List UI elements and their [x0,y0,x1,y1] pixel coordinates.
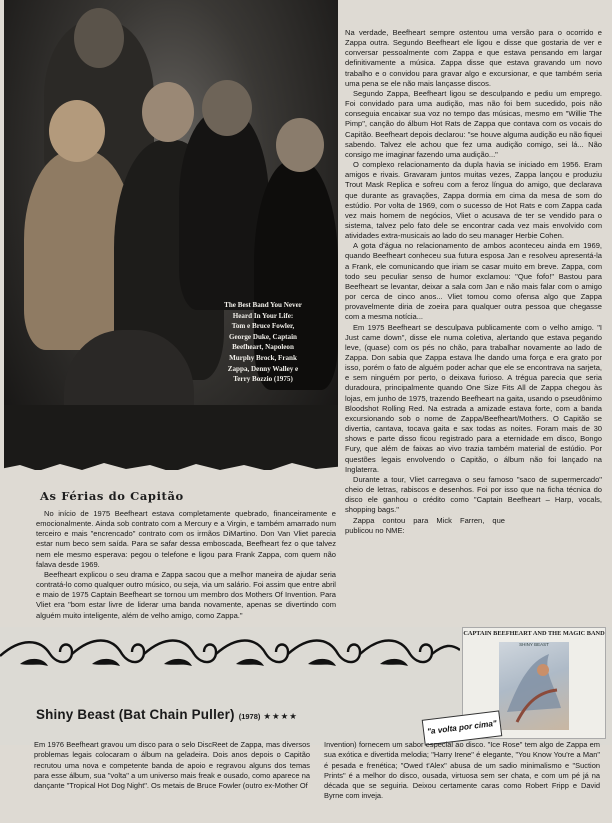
review-column-left [34,740,310,791]
paragraph: No início de 1975 Beefheart estava completamente quebrado, financeiramente e emocionalmente. Ainda sob contrato com a Mercury e a Virgin, e também amarrado num terceiro e mais "encrencado" contrato com os irmãos DiMartino. Don Van Vliet parecia estar num beco sem saída. Para se safar dessa emboscada, Beefheart fez o que talvez nem ele mesmo esperava: pegou o telefone e ligou para Frank Zappa, com quem não falava desde 1969. [36,509,336,569]
album-artwork [499,642,569,730]
caption-line: Murphy Brock, Frank [229,353,297,362]
caption-line: George Duke, Captain [229,332,297,341]
paragraph: Invention) fornecem um sabor especial ao disco. "Ice Rose" tem algo de Zappa em sua exótica e divertida melodia; "Harry Irene" é elegante, "You Know You're a Man" é pesada e frenética; "Owed t'Alex" abusa de um sadio minimalismo e "Suction Prints" é a melhor do disco, ousada, virtuosa sem ser chata, e com um pé já na década que se seguiria. Deixou certamente caras como Robert Fripp e David Byrne com inveja. [324,740,600,801]
review-rating-stars: ★★★★ [263,711,298,721]
article-right-column [345,28,602,536]
paragraph: Durante a tour, Vliet carregava o seu famoso "saco de supermercado" cheio de letras, rabiscos e desenhos. Foi por isso que na ficha técnica do disco ele ganhou o crédito como "Captain Beefheart – Harp, vocals, shopping bags." [345,474,602,515]
caption-line: Beefheart, Napoleon [232,343,294,352]
paragraph: Segundo Zappa, Beefheart ligou se desculpando e pediu um emprego. Foi convidado para uma audição, mas não foi bem sucedido, pois não conseguia encaixar sua voz no tempo das músicas, mesmo em "Willie The Pimp", canção do álbum Hot Rats de Zappa que contava com os vocais do Capitão. Beefheart depois declarou: "se houve alguma audição eu não fiquei sabendo. Talvez ele achou que fez uma audição comigo, sei lá... Não consigo me imaginar fazendo uma audição..." [345,88,602,159]
article-left-column [36,509,336,621]
section-title: As Férias do Capitão [40,489,184,503]
caption-line: Terry Bozzio (1975) [233,375,293,384]
album-cover-title: SHINY BEAST [519,642,549,647]
torn-paper-edge [0,455,345,485]
paragraph: Zappa contou para Mick Farren, que publicou no NME: [345,515,505,535]
photo-caption [194,300,332,385]
caption-line: Heard In Your Life: [232,311,294,320]
sticker-label: "a volta por cima" [422,710,503,745]
review-heading [36,706,416,724]
review-year: (1978) [238,712,261,721]
caption-line: Tom e Bruce Fowler, [231,322,295,331]
paragraph: Beefheart explicou o seu drama e Zappa sacou que a melhor maneira de ajudar seria contratá-lo como qualquer outro músico, ou seja, via um salário. Foi assim que entre abril e maio de 1975 Captain Beefheart se tornou um membro dos Mothers Of Invention. Para Vliet era "bom estar livre de liderar uma banda novamente, apenas se divertindo com alguém muito inteligente, além de velho amigo, como Zappa." [36,569,336,620]
swirl-ornament-icon [0,636,460,670]
paragraph: Em 1975 Beefheart se desculpava publicamente com o velho amigo. "I Just came down", disse ele numa coletiva, alertando que estava pegando leve, (quase) com os pés no chão, para trabalhar novamente ao lado de Zappa. Don sabia que Zappa estava lhe dando uma força e era grato por isso, porém o fato de alguém poder achar que ele se encontrava na sarjeta, e sem ninguém por perto, o deixava furioso. A trégua parecia que seria duradoura, principalmente quando One Size Fits All de Zappa chegou às lojas, em junho de 1975, trazendo Beefheart na gaita, usando o pseudônimo Bloodshot Rolling Red. Na estrada a amizade estava forte, com a banda excursionando sob o nome de Zappa/Beefheart/Mothers. O Capitão se divertia, cantava, tocava gaita e sax todas as noites. Foram mais de 30 shows e parte disso ficou registrado para a eternidade em disco, Bongo Fury, que além de faixas ao vivo trazia também material de estúdio. Por questões legais envolvendo o Capitão, o álbum não foi lançado na Inglaterra. [345,322,602,474]
review-column-right [324,740,600,802]
caption-line: Zappa, Denny Walley e [227,364,299,373]
paragraph: Na verdade, Beefheart sempre ostentou uma versão para o ocorrido e Zappa outra. Segundo Beefheart ele ligou e disse que gostaria de ver e conversar pessoalmente com Zappa e que estava pensando em largar definitivamente a música. Zappa disse que estava gravando um novo trabalho e o convidou para gravar algo e excursionar, e que também seria uma pena se ele não mais lançasse discos. [345,28,602,88]
album-band-line: CAPTAIN BEEFHEART AND THE MAGIC BAND [463,630,605,637]
paragraph: Em 1976 Beefheart gravou um disco para o selo DiscReet de Zappa, mas diversos problemas legais colocaram o álbum na geladeira. Dois anos depois o Capitão recrutou uma nova e competente banda de apoio e regravou alguns dos temas para esse álbum, sua "volta" a um universo mais freak e ousado, como aparece na dançante "Tropical Hot Dog Night". Os metais de Bruce Fowler (outro ex-Mother Of [34,740,310,791]
paragraph: A gota d'água no relacionamento de ambos aconteceu ainda em 1969, quando Beefheart conheceu sua futura esposa Jan e resolveu apresentá-la a Frank, ele comunicando que iriam se casar muito em breve. Zappa, com todo seu peculiar senso de humor exclamou: "Que fofo!" Bastou para Beefheart se levantar, deixar a sala com Jan e não mais falar com o amigo por cerca de cinco anos... Vliet tomou como ofensa algo que Zappa provavelmente diria de zoeira para qualquer outra pessoa que chegasse com a mesma notícia... [345,241,602,322]
review-title: Shiny Beast (Bat Chain Puller) [36,707,235,722]
caption-line: The Best Band You Never [224,301,302,309]
band-photo [4,0,338,470]
paragraph: O complexo relacionamento da dupla havia se iniciado em 1956. Eram amigos e rivais. Gravaram juntos muitas vezes, Zappa lançou e produziu Trout Mask Replica e sofreu com a feroz língua do amigo, que declarava que durante as gravações, Zappa dormia em cima da mesa de som do estúdio. Por volta de 1969, com o sucesso de Hot Rats e com Zappa cada vez mais homem de negócios, Vliet o acusava de ter se vendido para o sistema, talvez pelo fato dele se encontrar cada vez mais envolvido com atividades extra-musicais ao lado do seu manager Herbie Cohen. [345,160,602,241]
album-painting-icon [499,642,569,730]
